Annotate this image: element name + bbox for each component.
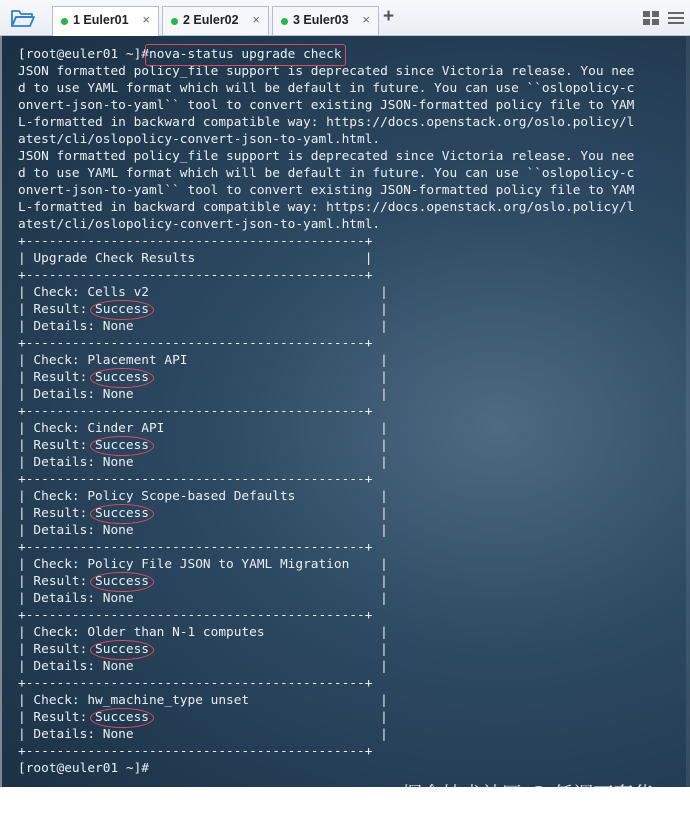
row-end: | — [380, 438, 388, 453]
table-header: | Upgrade Check Results | — [18, 251, 373, 266]
row-padding — [134, 523, 381, 538]
result-value: Success — [95, 438, 149, 453]
check-name: Placement API — [87, 353, 188, 368]
result-value: Success — [95, 506, 149, 521]
warning-line: JSON formatted policy_file support is deprecated since Victoria release. You nee — [18, 64, 635, 79]
details-value: None — [102, 387, 134, 402]
hamburger-menu-icon[interactable] — [668, 11, 684, 25]
terminal-scrollbar[interactable] — [686, 36, 690, 787]
row-padding — [149, 285, 380, 300]
row-end: | — [380, 370, 388, 385]
details-row — [18, 658, 634, 675]
terminal-output — [18, 46, 634, 777]
row-padding — [149, 438, 380, 453]
result-value: Success — [95, 642, 149, 657]
row-end: | — [380, 387, 388, 402]
row-padding — [149, 710, 380, 725]
row-padding — [164, 421, 380, 436]
check-name: hw_machine_type unset — [87, 693, 250, 708]
tab-euler01[interactable] — [52, 6, 159, 36]
tab-euler03[interactable] — [272, 6, 379, 35]
row-padding — [349, 557, 380, 572]
folder-open-icon[interactable] — [10, 7, 36, 29]
details-value: None — [102, 455, 134, 470]
table-border: +--------------------------------------------+ — [18, 234, 373, 249]
details-prefix: | Details: — [18, 591, 103, 606]
check-row — [18, 420, 634, 437]
row-padding — [188, 353, 381, 368]
row-end: | — [380, 710, 388, 725]
cursor — [149, 761, 157, 776]
watermark: 掘金技术社区 @ 低调而奢华 — [402, 784, 654, 806]
table-border: +--------------------------------------------+ — [18, 404, 373, 419]
window-border — [0, 36, 2, 787]
warning-line: onvert-json-to-yaml`` tool to convert existing JSON-formatted policy file to YAM — [18, 98, 635, 113]
details-prefix: | Details: — [18, 319, 103, 334]
result-row — [18, 505, 634, 522]
check-results — [18, 284, 634, 760]
check-prefix: | Check: — [18, 285, 88, 300]
table-border: +--------------------------------------------+ — [18, 268, 373, 283]
row-padding — [295, 489, 380, 504]
row-end: | — [380, 506, 388, 521]
check-name: Cinder API — [87, 421, 165, 436]
details-row — [18, 726, 634, 743]
warning-line: atest/cli/oslopolicy-convert-json-to-yaml.html. — [18, 132, 381, 147]
check-prefix: | Check: — [18, 693, 88, 708]
details-row — [18, 522, 634, 539]
tab-label: 1 Euler01 — [73, 13, 129, 27]
result-prefix: | Result: — [18, 642, 96, 657]
result-prefix: | Result: — [18, 370, 96, 385]
details-prefix: | Details: — [18, 523, 103, 538]
check-row — [18, 352, 634, 369]
result-prefix: | Result: — [18, 302, 96, 317]
result-row — [18, 709, 634, 726]
result-prefix: | Result: — [18, 710, 96, 725]
details-row — [18, 454, 634, 471]
check-row — [18, 556, 634, 573]
row-padding — [149, 370, 380, 385]
warning-line: L-formatted in backward compatible way: https://docs.openstack.org/oslo.policy/l — [18, 200, 635, 215]
check-name: Policy File JSON to YAML Migration — [87, 557, 350, 572]
check-name: Older than N-1 computes — [87, 625, 265, 640]
details-prefix: | Details: — [18, 455, 103, 470]
table-border: +--------------------------------------------+ — [18, 540, 373, 555]
shell-prompt: [root@euler01 ~]# — [18, 761, 149, 776]
warning-line: L-formatted in backward compatible way: https://docs.openstack.org/oslo.policy/l — [18, 115, 635, 130]
details-prefix: | Details: — [18, 387, 103, 402]
row-end: | — [380, 455, 388, 470]
table-border: +--------------------------------------------+ — [18, 676, 373, 691]
warning-line: onvert-json-to-yaml`` tool to convert existing JSON-formatted policy file to YAM — [18, 183, 635, 198]
details-row — [18, 386, 634, 403]
tab-label: 3 Euler03 — [293, 13, 349, 27]
warning-line: JSON formatted policy_file support is deprecated since Victoria release. You nee — [18, 149, 635, 164]
result-prefix: | Result: — [18, 438, 96, 453]
row-padding — [149, 574, 380, 589]
new-tab-button[interactable]: + — [383, 6, 395, 27]
row-end: | — [380, 285, 388, 300]
row-padding — [149, 506, 380, 521]
row-end: | — [380, 557, 388, 572]
result-value: Success — [95, 710, 149, 725]
details-value: None — [102, 523, 134, 538]
row-padding — [134, 659, 381, 674]
check-row — [18, 284, 634, 301]
check-row — [18, 488, 634, 505]
row-end: | — [380, 693, 388, 708]
row-end: | — [380, 574, 388, 589]
details-value: None — [102, 727, 134, 742]
row-end: | — [380, 302, 388, 317]
row-padding — [134, 387, 381, 402]
warning-line: d to use YAML format which will be default in future. You can use ``oslopolicy-c — [18, 81, 635, 96]
command-text: nova-status upgrade check — [148, 47, 342, 62]
warning-line: atest/cli/oslopolicy-convert-json-to-yaml.html. — [18, 217, 381, 232]
session-status-icon — [61, 18, 68, 25]
table-border: +--------------------------------------------+ — [18, 608, 373, 623]
result-row — [18, 301, 634, 318]
row-padding — [134, 591, 381, 606]
tab-euler02[interactable] — [162, 6, 269, 35]
command-line — [18, 760, 634, 777]
check-row — [18, 692, 634, 709]
row-padding — [134, 727, 381, 742]
details-row — [18, 590, 634, 607]
warning-line: d to use YAML format which will be default in future. You can use ``oslopolicy-c — [18, 166, 635, 181]
close-tab-icon[interactable]: × — [252, 12, 260, 27]
check-prefix: | Check: — [18, 625, 88, 640]
row-end: | — [380, 489, 388, 504]
check-name: Policy Scope-based Defaults — [87, 489, 296, 504]
row-end: | — [380, 625, 388, 640]
row-end: | — [380, 353, 388, 368]
result-value: Success — [95, 370, 149, 385]
result-prefix: | Result: — [18, 574, 96, 589]
check-prefix: | Check: — [18, 421, 88, 436]
check-name: Cells v2 — [87, 285, 149, 300]
watermark-source: CSDN @wei_shuo — [584, 803, 676, 815]
check-prefix: | Check: — [18, 557, 88, 572]
check-row — [18, 624, 634, 641]
details-value: None — [102, 591, 134, 606]
command-line — [18, 46, 634, 63]
details-prefix: | Details: — [18, 659, 103, 674]
details-prefix: | Details: — [18, 727, 103, 742]
row-end: | — [380, 591, 388, 606]
shell-prompt: [root@euler01 ~]# — [18, 47, 149, 62]
grid-layout-icon[interactable] — [643, 11, 659, 25]
table-border: +--------------------------------------------+ — [18, 472, 373, 487]
table-border: +--------------------------------------------+ — [18, 744, 373, 759]
row-padding — [134, 319, 381, 334]
session-status-icon — [171, 18, 178, 25]
table-border: +--------------------------------------------+ — [18, 336, 373, 351]
row-end: | — [380, 659, 388, 674]
check-prefix: | Check: — [18, 353, 88, 368]
row-end: | — [380, 727, 388, 742]
result-prefix: | Result: — [18, 506, 96, 521]
row-padding — [265, 625, 381, 640]
details-value: None — [102, 319, 134, 334]
result-row — [18, 573, 634, 590]
result-value: Success — [95, 302, 149, 317]
row-end: | — [380, 319, 388, 334]
tab-bar — [0, 0, 690, 36]
row-end: | — [380, 421, 388, 436]
terminal-area[interactable] — [0, 36, 690, 815]
result-value: Success — [95, 574, 149, 589]
close-tab-icon[interactable]: × — [142, 12, 150, 27]
row-end: | — [380, 642, 388, 657]
tab-label: 2 Euler02 — [183, 13, 239, 27]
result-row — [18, 437, 634, 454]
row-end: | — [380, 523, 388, 538]
row-padding — [149, 642, 380, 657]
result-row — [18, 369, 634, 386]
details-value: None — [102, 659, 134, 674]
details-row — [18, 318, 634, 335]
session-status-icon — [281, 18, 288, 25]
row-padding — [149, 302, 380, 317]
row-padding — [249, 693, 380, 708]
result-row — [18, 641, 634, 658]
close-tab-icon[interactable]: × — [362, 12, 370, 27]
check-prefix: | Check: — [18, 489, 88, 504]
row-padding — [134, 455, 381, 470]
